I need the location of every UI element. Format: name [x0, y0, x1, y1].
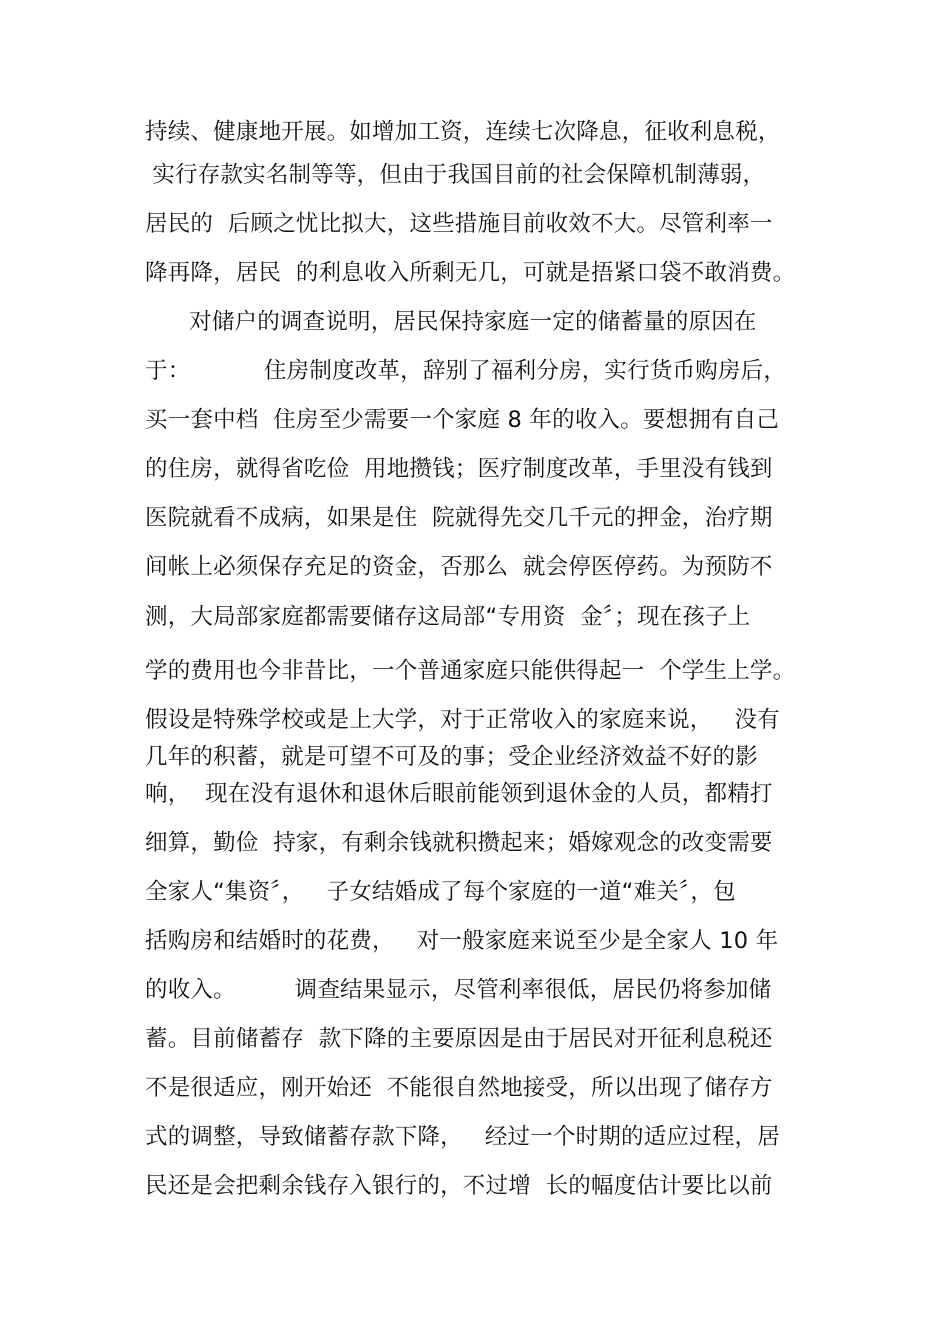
- text-line: 测，大局部家庭都需要储存这局部“专用资 金〞；现在孩子上: [145, 604, 751, 630]
- text-line: 不是很适应，刚开始还 不能很自然地接受，所以出现了储存方: [145, 1075, 773, 1101]
- text-line: 的住房，就得省吃俭 用地攒钱；医疗制度改革，手里没有钱到: [145, 456, 773, 482]
- text-line: 买一套中档 住房至少需要一个家庭 8 年的收入。要想拥有自己: [145, 407, 780, 433]
- text-line: 民还是会把剩余钱存入银行的，不过增 长的幅度估计要比以前: [145, 1173, 773, 1199]
- text-line: 医院就看不成病，如果是住 院就得先交几千元的押金，治疗期: [145, 505, 773, 531]
- text-line: 居民的 后顾之忧比拟大，这些措施目前收效不大。尽管利率一: [145, 211, 773, 237]
- text-line: 实行存款实名制等等，但由于我国目前的社会保障机制薄弱，: [145, 162, 766, 188]
- text-line: 持续、健康地开展。如增加工资，连续七次降息，征收利息税，: [145, 119, 781, 145]
- text-line: 响， 现在没有退休和退休后眼前能领到退休金的人员，都精打: [145, 781, 773, 807]
- text-line: 细算，勤俭 持家，有剩余钱就积攒起来；婚嫁观念的改变需要: [145, 830, 773, 856]
- text-line: 降再降，居民 的利息收入所剩无几，可就是捂紧口袋不敢消费。: [145, 260, 796, 286]
- text-line: 于： 住房制度改革，辞别了福利分房，实行货币购房后，: [145, 358, 787, 384]
- text-line: 的收入。 调查结果显示，尽管利率很低，居民仍将参加储: [145, 977, 772, 1003]
- text-line: 蓄。目前储蓄存 款下降的主要原因是由于居民对开征利息税还: [145, 1026, 773, 1052]
- text-line: 几年的积蓄，就是可望不可及的事；受企业经济效益不好的影: [145, 744, 758, 770]
- text-line: 对储户的调查说明，居民保持家庭一定的储蓄量的原因在: [145, 309, 757, 335]
- text-line: 间帐上必须保存充足的资金，否那么 就会停医停药。为预防不: [145, 554, 773, 580]
- text-line: 式的调整，导致储蓄存款下降， 经过一个时期的适应过程，居: [145, 1124, 780, 1150]
- text-line: 全家人“集资〞， 子女结婚成了每个家庭的一道“难关〞，包: [145, 879, 736, 905]
- text-line: 学的费用也今非昔比，一个普通家庭只能供得起一 个学生上学。: [145, 658, 796, 684]
- text-line: 假设是特殊学校或是上大学，对于正常收入的家庭来说， 没有: [145, 707, 780, 733]
- text-line: 括购房和结婚时的花费， 对一般家庭来说至少是全家人 10 年: [145, 928, 779, 954]
